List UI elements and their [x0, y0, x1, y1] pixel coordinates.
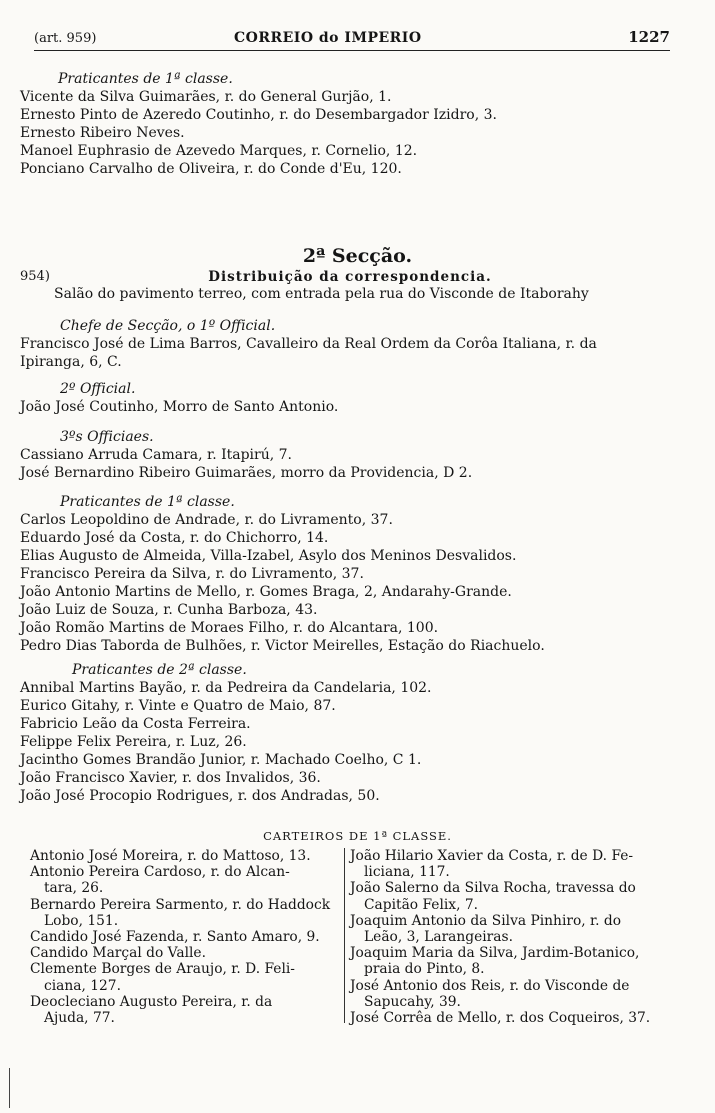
list-item: Leão, 3, Larangeiras.	[364, 929, 513, 946]
list-item: João Antonio Martins de Mello, r. Gomes Braga, 2, Andarahy-Grande.	[20, 584, 512, 600]
list-item: Annibal Martins Bayão, r. da Pedreira da Candelaria, 102.	[20, 680, 432, 696]
group-heading: Chefe de Secção, o 1º Official.	[60, 318, 276, 334]
running-title: CORREIO do IMPERIO	[234, 30, 422, 46]
list-item: João José Procopio Rodrigues, r. dos Andradas, 50.	[20, 788, 380, 804]
list-item: Capitão Felix, 7.	[364, 896, 479, 913]
list-item: Lobo, 151.	[44, 912, 119, 929]
group-heading: 3ºs Officiaes.	[60, 429, 154, 445]
list-item: Francisco Pereira da Silva, r. do Livramento, 37.	[20, 566, 364, 582]
list-item: Joaquim Antonio da Silva Pinhiro, r. do	[350, 912, 622, 929]
list-item: João Romão Martins de Moraes Filho, r. do Alcantara, 100.	[20, 620, 439, 636]
segundo-group	[20, 380, 680, 416]
list-item: ciana, 127.	[44, 977, 121, 994]
carteiros-right-column	[350, 848, 678, 1026]
list-item: Ajuda, 77.	[44, 1010, 115, 1027]
list-item: Candido Marçal do Valle.	[30, 945, 206, 962]
list-item: João Hilario Xavier da Costa, r. de D. Fe-	[350, 848, 634, 864]
list-item: Ernesto Ribeiro Neves.	[20, 125, 185, 141]
group-heading: Praticantes de 1ª classe.	[58, 71, 233, 87]
list-item: Ernesto Pinto de Azeredo Coutinho, r. do Desembargador Izidro, 3.	[20, 107, 497, 123]
list-item: José Antonio dos Reis, r. do Visconde de	[350, 977, 630, 994]
list-item: Ipiranga, 6, C.	[20, 354, 122, 370]
carteiros-heading: CARTEIROS DE 1ª CLASSE.	[263, 829, 452, 843]
article-reference: (art. 959)	[34, 31, 97, 46]
list-item: Ponciano Carvalho de Oliveira, r. do Conde d'Eu, 120.	[20, 161, 402, 177]
list-item: Clemente Borges de Araujo, r. D. Feli-	[30, 961, 295, 978]
location-line: Salão do pavimento terreo, com entrada pela rua do Visconde de Itaborahy	[54, 286, 589, 302]
list-item: Carlos Leopoldino de Andrade, r. do Livramento, 37.	[20, 512, 393, 528]
list-item: Cassiano Arruda Camara, r. Itapirú, 7.	[20, 447, 293, 463]
list-item: liciana, 117.	[364, 864, 450, 881]
list-item: Bernardo Pereira Sarmento, r. do Haddock	[30, 896, 331, 913]
distribution-heading: Distribuição da correspondencia.	[208, 269, 492, 285]
list-item: José Bernardino Ribeiro Guimarães, morro da Providencia, D 2.	[20, 465, 473, 481]
list-item: Deocleciano Augusto Pereira, r. da	[30, 993, 273, 1010]
list-item: Antonio Pereira Cardoso, r. do Alcan-	[30, 864, 290, 881]
carteiros-left-column	[30, 848, 344, 1026]
list-item: Antonio José Moreira, r. do Mattoso, 13.	[30, 848, 311, 864]
list-item: Sapucahy, 39.	[364, 993, 461, 1010]
list-item: Francisco José de Lima Barros, Cavalleiro da Real Ordem da Corôa Italiana, r. da	[20, 336, 597, 352]
list-item: Vicente da Silva Guimarães, r. do General Gurjão, 1.	[20, 89, 392, 105]
praticantes-1-group	[20, 493, 680, 655]
list-item: Eduardo José da Costa, r. do Chichorro, 14.	[20, 530, 329, 546]
group-heading: 2º Official.	[60, 381, 136, 397]
list-item: João José Coutinho, Morro de Santo Antonio.	[20, 399, 339, 415]
list-item: Pedro Dias Taborda de Bulhões, r. Victor Meirelles, Estação do Riachuelo.	[20, 638, 545, 654]
page-header	[34, 28, 670, 51]
list-item: Jacintho Gomes Brandão Junior, r. Machado Coelho, C 1.	[20, 752, 422, 768]
terceiros-group	[20, 428, 680, 482]
list-item: Candido José Fazenda, r. Santo Amaro, 9.	[30, 929, 320, 946]
list-item: Eurico Gitahy, r. Vinte e Quatro de Maio, 87.	[20, 698, 336, 714]
list-item: Elias Augusto de Almeida, Villa-Izabel, Asylo dos Meninos Desvalidos.	[20, 548, 517, 564]
column-divider	[344, 848, 345, 1023]
list-item: Felippe Felix Pereira, r. Luz, 26.	[20, 734, 247, 750]
list-item: Joaquim Maria da Silva, Jardim-Botanico,	[350, 945, 640, 962]
chefe-group	[20, 317, 680, 371]
group-heading: Praticantes de 2ª classe.	[72, 662, 247, 678]
list-item: Fabricio Leão da Costa Ferreira.	[20, 716, 251, 732]
list-item: Manoel Euphrasio de Azevedo Marques, r. Cornelio, 12.	[20, 143, 418, 159]
margin-rule	[9, 1068, 10, 1108]
top-group	[20, 70, 680, 178]
list-item: praia do Pinto, 8.	[364, 961, 485, 978]
page-number: 1227	[628, 28, 670, 46]
list-item: tara, 26.	[44, 880, 104, 897]
section-number: 954)	[20, 269, 50, 284]
group-heading: Praticantes de 1ª classe.	[60, 494, 235, 510]
list-item: João Luiz de Souza, r. Cunha Barboza, 43.	[20, 602, 318, 618]
list-item: José Corrêa de Mello, r. dos Coqueiros, 37.	[350, 1010, 651, 1027]
list-item: João Francisco Xavier, r. dos Invalidos, 36.	[20, 770, 321, 786]
praticantes-2-group	[20, 661, 680, 805]
section-title: 2ª Secção.	[302, 245, 413, 267]
list-item: João Salerno da Silva Rocha, travessa do	[350, 880, 636, 897]
